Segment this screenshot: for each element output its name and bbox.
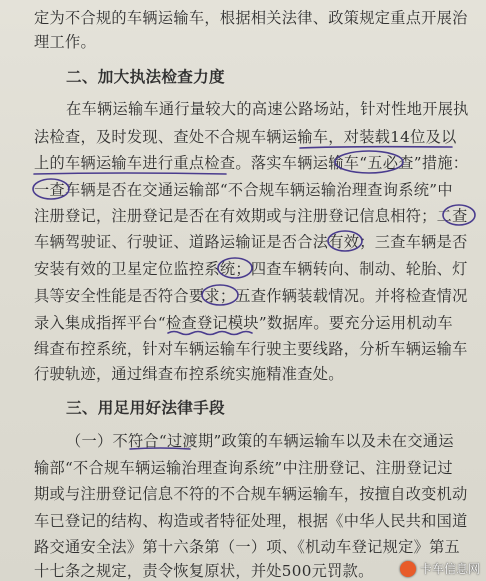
text-line-6: 上的车辆运输车进行重点检查。落实车辆运输车“五必查”措施： <box>34 154 469 172</box>
text-line-21: 十七条之规定，责令恢复原状，并处500元罚款。 <box>34 562 374 580</box>
section-heading-2: 二、加大执法检查力度 <box>66 67 225 86</box>
section-heading-3: 三、用足用好法律手段 <box>66 398 225 417</box>
text-line-5: 法检查，及时发现、查处不合规车辆运输车，对装载14位及以 <box>34 128 457 146</box>
text-line-2: 理工作。 <box>34 33 96 51</box>
text-line-12: 录入集成指挥平台“检查登记模块”数据库。要充分运用机动车 <box>34 314 453 332</box>
text-line-18: 期或与注册登记信息不符的不合规车辆运输车，按擅自改变机动 <box>34 485 468 503</box>
text-line-11: 具等安全性能是否符合要求；五查作辆装载情况。并将检查情况 <box>34 287 468 305</box>
text-line-1: 定为不合规的车辆运输车，根据相关法律、政策规定重点开展治 <box>34 9 468 27</box>
text-line-7: 一查车辆是否在交通运输部“不合规车辆运输治理查询系统”中 <box>34 181 453 199</box>
text-line-10: 安装有效的卫星定位监控系统；四查车辆转向、制动、轮胎、灯 <box>34 260 468 278</box>
text-line-14: 行驶轨迹，通过缉查布控系统实施精准查处。 <box>34 365 344 383</box>
watermark-text: 卡车信息网 <box>419 562 480 576</box>
text-line-13: 缉查布控系统，针对车辆运输车行驶主要线路，分析车辆运输车 <box>34 340 468 358</box>
text-line-16: （一）不符合“过渡期”政策的车辆运输车以及未在交通运 <box>66 432 454 450</box>
truck-logo-icon <box>400 561 416 577</box>
watermark <box>400 560 480 577</box>
text-line-20: 路交通安全法》第十六条第（一）项、《机动车登记规定》第五 <box>34 538 461 556</box>
text-line-19: 车已登记的结构、构造或者特征处理，根据《中华人民共和国道 <box>34 512 468 530</box>
text-line-9: 车辆驾驶证、行驶证、道路运输证是否合法有效；三查车辆是否 <box>34 233 468 251</box>
underline-key-inspection <box>34 173 226 174</box>
text-line-17: 输部“不合规车辆运输治理查询系统”中注册登记、注册登记过 <box>34 459 453 477</box>
text-line-4: 在车辆运输车通行量较大的高速公路场站，针对性地开展执 <box>66 100 469 118</box>
text-line-8: 注册登记，注册登记是否在有效期或与注册登记信息相符；二查 <box>34 207 468 225</box>
